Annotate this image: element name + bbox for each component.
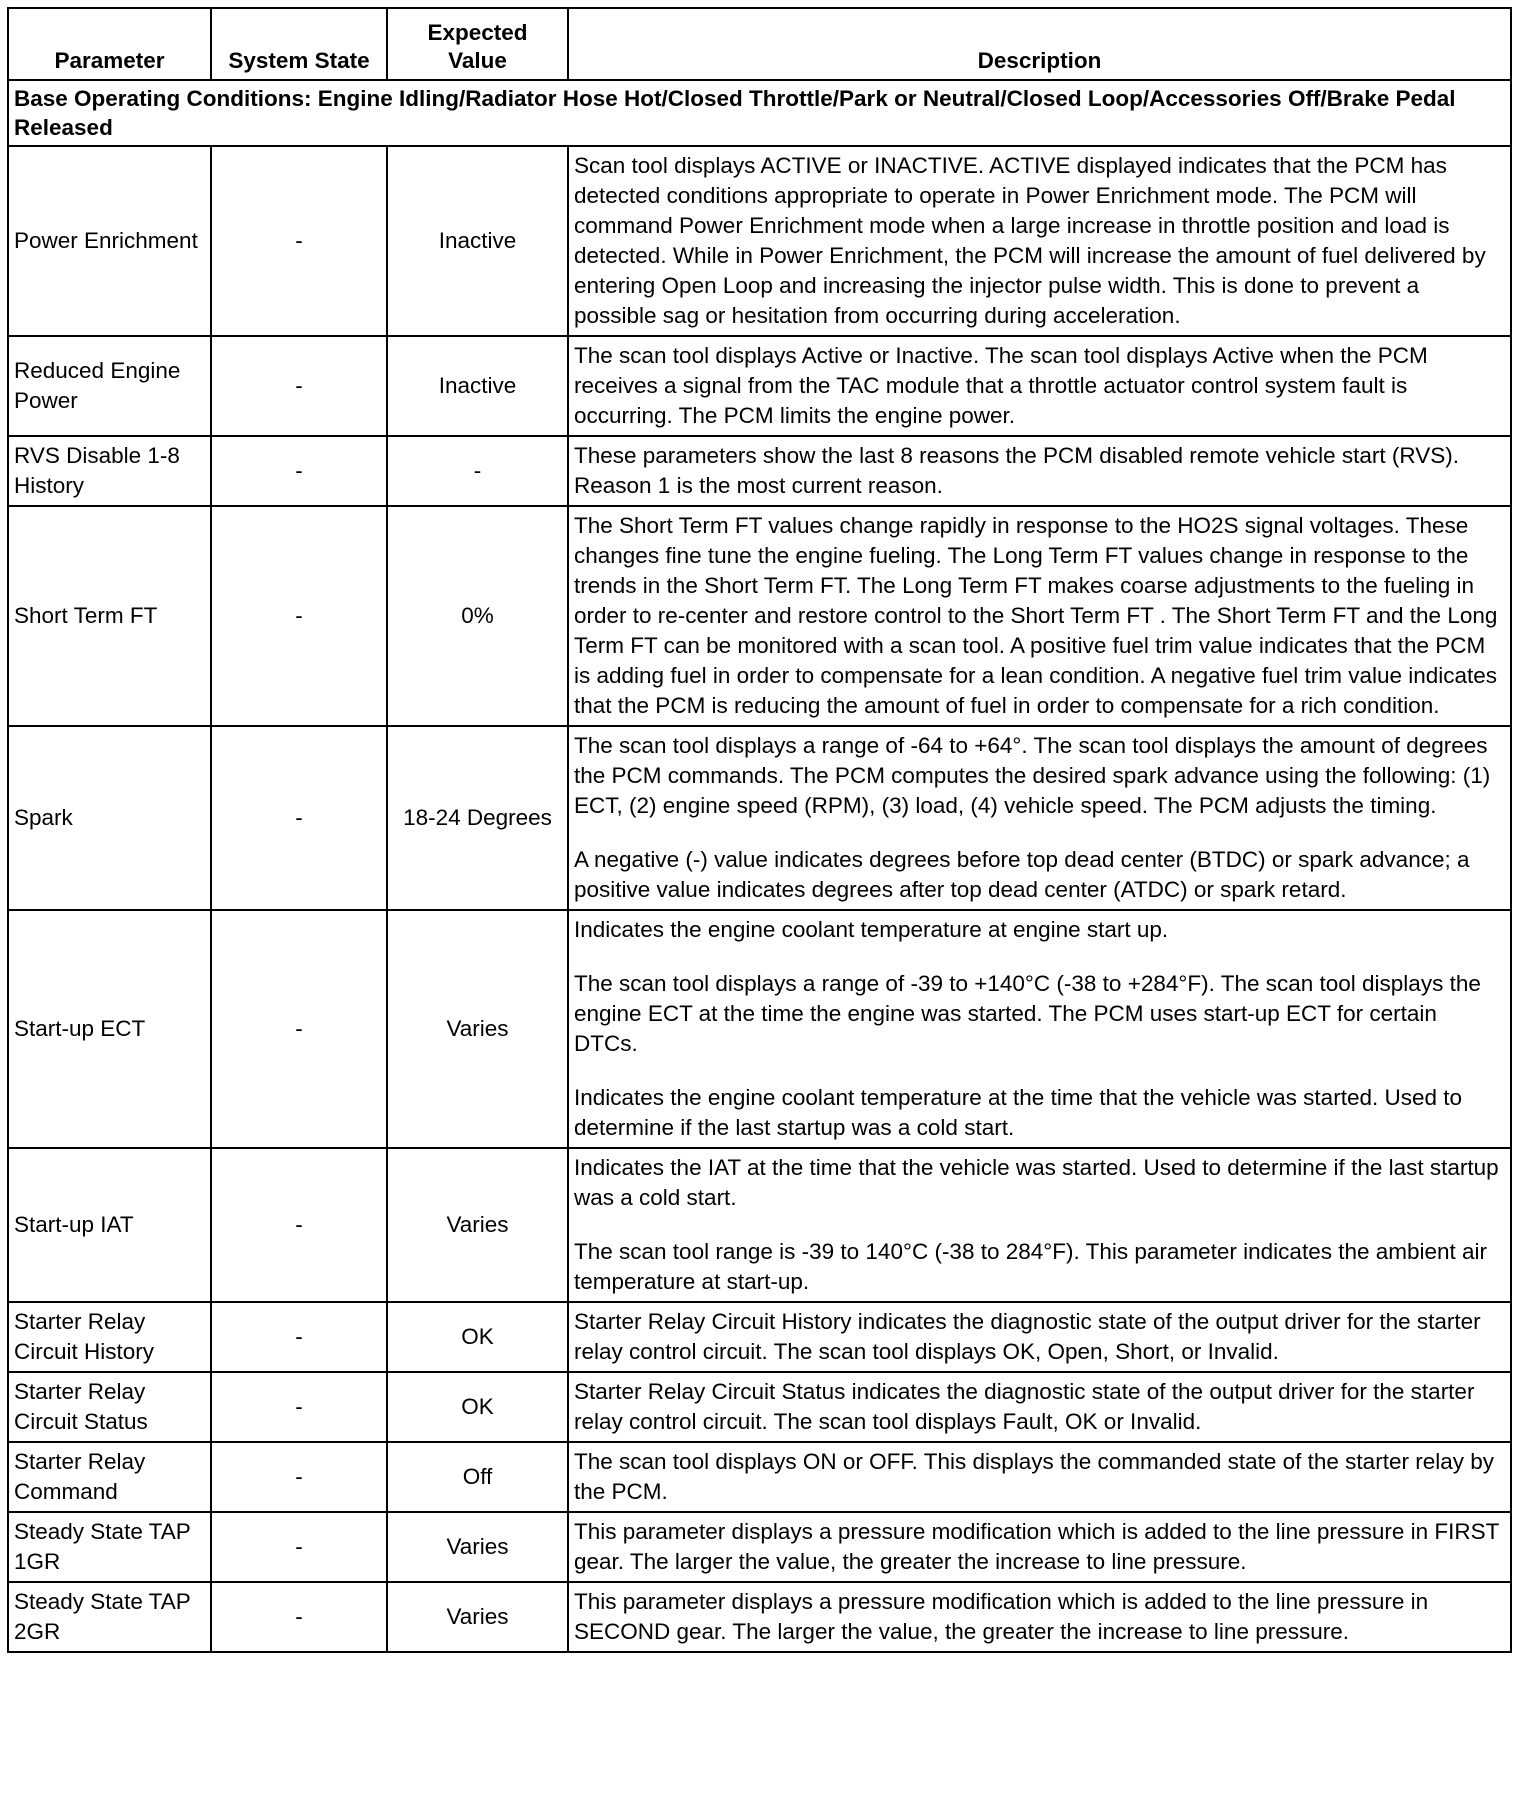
description-paragraph: The Short Term FT values change rapidly in response to the HO2S signal voltages. These changes fine tune the engine fueling. The Long Term FT values change in response to the trends in the Short Term FT. The Long Term FT makes coarse adjustments to the fueling in order to re-center and restore control to the Short Term FT . The Short Term FT and the Long Term FT can be monitored with a scan tool. A positive fuel trim value indicates that the PCM is adding fuel in order to compensate for a lean condition. A negative fuel trim value indicates that the PCM is reducing the amount of fuel in order to compensate for a rich condition. [574,513,1498,718]
description-paragraph: This parameter displays a pressure modification which is added to the line pressure in SECOND gear. The larger the value, the greater the increase to line pressure. [574,1589,1429,1644]
description-paragraph: Scan tool displays ACTIVE or INACTIVE. ACTIVE displayed indicates that the PCM has detected conditions appropriate to operate in Power Enrichment mode. The PCM will command Power Enrichment mode when a large increase in throttle position and load is detected. While in Power Enrichment, the PCM will increase the amount of fuel delivered by entering Open Loop and increasing the injector pulse width. This is done to prevent a possible sag or hesitation from occurring during acceleration. [574,153,1486,328]
system-state-cell: - [211,1302,387,1372]
expected-value-cell: Varies [387,1512,568,1582]
system-state-cell: - [211,336,387,436]
description-paragraph: The scan tool displays a range of -64 to +64°. The scan tool displays the amount of degrees the PCM commands. The PCM computes the desired spark advance using the following: (1) ECT, (2) engine speed (RPM), (3) load, (4) vehicle speed. The PCM adjusts the timing. [574,733,1491,818]
header-row [8,8,1511,80]
description-paragraph: These parameters show the last 8 reasons the PCM disabled remote vehicle start (RVS). Reason 1 is the most current reason. [574,443,1459,498]
table-row [8,506,1511,726]
conditions-row [8,80,1511,146]
parameter-cell: Starter Relay Circuit History [8,1302,211,1372]
description-paragraph: Starter Relay Circuit History indicates the diagnostic state of the output driver for the starter relay control circuit. The scan tool displays OK, Open, Short, or Invalid. [574,1309,1481,1364]
expected-value-cell: 0% [387,506,568,726]
description-paragraph: This parameter displays a pressure modification which is added to the line pressure in FIRST gear. The larger the value, the greater the increase to line pressure. [574,1519,1500,1574]
parameter-cell: Start-up ECT [8,910,211,1148]
system-state-cell: - [211,1372,387,1442]
system-state-cell: - [211,910,387,1148]
description-paragraph: The scan tool range is -39 to 140°C (-38 to 284°F). This parameter indicates the ambient air temperature at start-up. [574,1239,1488,1294]
description-cell [568,910,1511,1148]
description-cell [568,436,1511,506]
description-paragraph: The scan tool displays ON or OFF. This displays the commanded state of the starter relay by the PCM. [574,1449,1494,1504]
description-paragraph: Starter Relay Circuit Status indicates the diagnostic state of the output driver for the starter relay control circuit. The scan tool displays Fault, OK or Invalid. [574,1379,1475,1434]
header-parameter: Parameter [8,8,211,80]
system-state-cell: - [211,726,387,910]
parameter-cell: Spark [8,726,211,910]
system-state-cell: - [211,146,387,336]
description-paragraph: Indicates the IAT at the time that the vehicle was started. Used to determine if the last startup was a cold start. [574,1155,1499,1210]
description-cell [568,1302,1511,1372]
description-paragraph: Indicates the engine coolant temperature at the time that the vehicle was started. Used to determine if the last startup was a cold start. [574,1085,1463,1140]
description-paragraph: Indicates the engine coolant temperature at engine start up. [574,917,1169,942]
description-cell [568,1582,1511,1652]
expected-value-cell: Inactive [387,146,568,336]
expected-value-cell: OK [387,1372,568,1442]
parameter-cell: RVS Disable 1-8 History [8,436,211,506]
base-operating-conditions: Base Operating Conditions: Engine Idling/Radiator Hose Hot/Closed Throttle/Park or Neutral/Closed Loop/Accessories Off/Brake Pedal Released [8,80,1511,146]
header-system-state: System State [211,8,387,80]
description-cell [568,726,1511,910]
table-row [8,1442,1511,1512]
description-cell [568,506,1511,726]
parameter-cell: Power Enrichment [8,146,211,336]
system-state-cell: - [211,506,387,726]
parameter-cell: Starter Relay Command [8,1442,211,1512]
parameter-cell: Steady State TAP 2GR [8,1582,211,1652]
parameter-cell: Reduced Engine Power [8,336,211,436]
table-row [8,336,1511,436]
parameter-cell: Starter Relay Circuit Status [8,1372,211,1442]
expected-value-cell: Off [387,1442,568,1512]
parameter-cell: Short Term FT [8,506,211,726]
header-expected-value: Expected Value [387,8,568,80]
expected-value-cell: - [387,436,568,506]
description-cell [568,336,1511,436]
description-cell [568,1372,1511,1442]
system-state-cell: - [211,1582,387,1652]
header-description: Description [568,8,1511,80]
table-row [8,1302,1511,1372]
description-paragraph: The scan tool displays a range of -39 to +140°C (-38 to +284°F). The scan tool displays the engine ECT at the time the engine was started. The PCM uses start-up ECT for certain DTCs. [574,971,1481,1056]
system-state-cell: - [211,1512,387,1582]
description-paragraph: A negative (-) value indicates degrees before top dead center (BTDC) or spark advance; a positive value indicates degrees after top dead center (ATDC) or spark retard. [574,847,1470,902]
table-row [8,910,1511,1148]
table-row [8,1148,1511,1302]
expected-value-cell: Varies [387,1148,568,1302]
description-cell [568,1442,1511,1512]
system-state-cell: - [211,1442,387,1512]
table-row [8,726,1511,910]
expected-value-cell: 18-24 Degrees [387,726,568,910]
table-row [8,1582,1511,1652]
description-cell [568,1512,1511,1582]
table-row [8,1512,1511,1582]
description-cell [568,146,1511,336]
parameter-table [7,7,1512,1653]
table-row [8,436,1511,506]
expected-value-cell: Inactive [387,336,568,436]
table-row [8,1372,1511,1442]
expected-value-cell: Varies [387,910,568,1148]
parameter-cell: Steady State TAP 1GR [8,1512,211,1582]
expected-value-cell: Varies [387,1582,568,1652]
description-paragraph: The scan tool displays Active or Inactive. The scan tool displays Active when the PCM receives a signal from the TAC module that a throttle actuator control system fault is occurring. The PCM limits the engine power. [574,343,1428,428]
description-cell [568,1148,1511,1302]
parameter-cell: Start-up IAT [8,1148,211,1302]
system-state-cell: - [211,1148,387,1302]
system-state-cell: - [211,436,387,506]
expected-value-cell: OK [387,1302,568,1372]
table-row [8,146,1511,336]
